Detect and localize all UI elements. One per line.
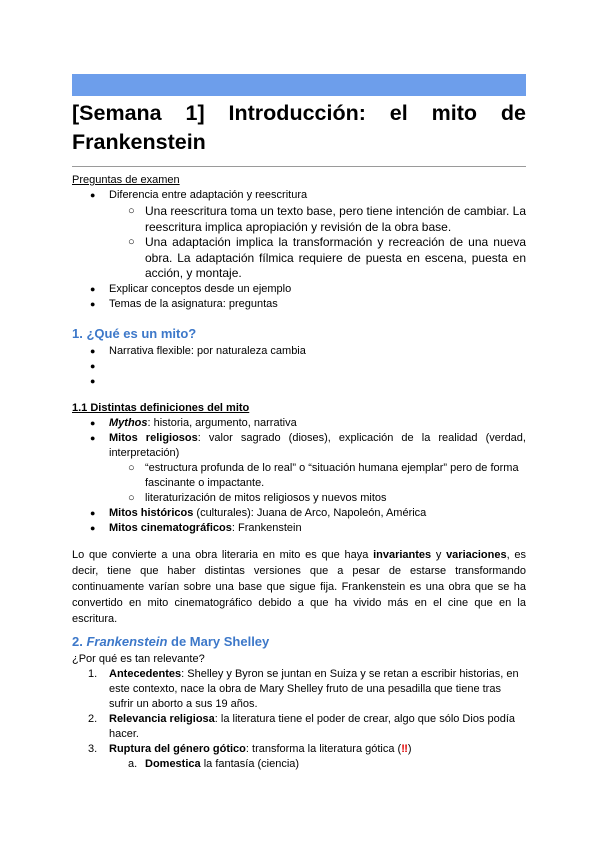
bullet-icon: ●	[90, 508, 96, 518]
hollow-bullet-icon: ○	[128, 492, 135, 504]
list-item-text: “estructura profunda de lo real” o “situación humana ejemplar” pero de forma fascinante o impactante.	[145, 462, 519, 489]
list-item	[72, 521, 526, 536]
bullet-icon: ●	[90, 190, 96, 200]
list-item	[72, 359, 526, 374]
section-2	[72, 634, 526, 772]
list-number: 2.	[88, 713, 98, 725]
list-item	[72, 757, 526, 772]
term-mythos: Mythos	[109, 417, 148, 429]
bullet-icon: ●	[90, 361, 96, 371]
list-item	[72, 204, 526, 235]
list-item-text: : Shelley y Byron se juntan en Suiza y se retan a escribir historias, en este contexto, nace la obra de Mary Shelley fruto de una pesadilla que tiene tras sufrir un aborto a sus 19 años.	[109, 668, 519, 710]
term-invariantes: invariantes	[373, 549, 432, 561]
section-1	[72, 326, 526, 389]
hollow-bullet-icon: ○	[128, 205, 135, 217]
term-historicos: Mitos históricos	[109, 507, 194, 519]
hollow-bullet-icon: ○	[128, 462, 135, 474]
paragraph-text: y	[431, 549, 447, 561]
hollow-bullet-icon: ○	[128, 236, 135, 248]
term-variaciones: variaciones	[446, 549, 507, 561]
term-ruptura: Ruptura del género gótico	[109, 743, 246, 755]
list-item	[72, 491, 526, 506]
list-item-text: Narrativa flexible: por naturaleza cambia	[109, 345, 306, 357]
list-item-text: la fantasía (ciencia)	[200, 758, 300, 770]
myth-paragraph	[72, 547, 526, 627]
list-item	[72, 431, 526, 461]
list-item	[72, 282, 526, 297]
list-number: 1.	[88, 668, 98, 680]
bullet-icon: ●	[90, 523, 96, 533]
list-item	[72, 235, 526, 282]
section-2-question: ¿Por qué es tan relevante?	[72, 653, 205, 665]
list-item-text: Explicar conceptos desde un ejemplo	[109, 282, 292, 295]
term-domestica: Domestica	[145, 758, 201, 770]
term-antecedentes: Antecedentes	[109, 668, 182, 680]
section-1-heading: 1. ¿Qué es un mito?	[72, 326, 197, 341]
page-title: [Semana 1] Introducción: el mito de Frankenstein	[72, 101, 526, 154]
bullet-icon: ●	[90, 376, 96, 386]
list-item-text: Temas de la asignatura: preguntas	[109, 297, 278, 310]
exam-list	[72, 188, 526, 312]
term-relevancia: Relevancia religiosa	[109, 713, 215, 725]
list-item-text: : valor sagrado (dioses), explicación de la realidad (verdad, interpretación)	[109, 432, 526, 459]
bullet-icon: ●	[90, 298, 96, 309]
list-item-text: )	[407, 743, 412, 755]
header-color-bar	[72, 74, 526, 96]
list-item	[72, 374, 526, 389]
bullet-icon: ●	[90, 346, 96, 356]
list-item-text: : historia, argumento, narrativa	[147, 417, 297, 429]
exam-questions-section	[72, 173, 526, 312]
list-item-text: (culturales): Juana de Arco, Napoleón, América	[193, 507, 427, 519]
heading-rest: de Mary Shelley	[167, 634, 270, 649]
bullet-icon: ●	[90, 418, 96, 428]
list-item-text: Una adaptación implica la transformación y recreación de una nueva obra. La adaptación fílmica requiere de puesta en escena, puesta en acción, y montaje.	[145, 235, 526, 280]
term-cinematograficos: Mitos cinematográficos	[109, 522, 232, 534]
title-divider	[72, 166, 526, 167]
list-item	[72, 188, 526, 203]
section-1-1	[72, 401, 526, 536]
section-1-list	[72, 344, 526, 389]
bullet-icon: ●	[90, 433, 96, 443]
list-item	[72, 461, 526, 491]
double-exclamation-icon: ‼	[401, 743, 408, 755]
list-item-text: : la literatura tiene el poder de crear, algo que sólo Dios podía hacer.	[109, 713, 516, 740]
section-2-list	[72, 667, 526, 772]
section-2-heading	[72, 634, 526, 650]
paragraph-text: Lo que convierte a una obra literaria en mito es que haya	[72, 549, 374, 561]
list-number: 3.	[88, 743, 98, 755]
list-letter: a.	[128, 758, 138, 770]
list-item	[72, 667, 526, 712]
section-1-1-heading: 1.1 Distintas definiciones del mito	[72, 402, 250, 414]
list-item	[72, 742, 526, 757]
list-item-text: Una reescritura toma un texto base, pero tiene intención de cambiar. La reescritura implica apropiación y revisión de la obra base.	[145, 204, 526, 234]
list-item	[72, 416, 526, 431]
list-item-text: : Frankenstein	[231, 522, 302, 534]
list-item-text: literaturización de mitos religiosos y nuevos mitos	[145, 492, 387, 504]
section-1-1-list	[72, 416, 526, 536]
paragraph-text: , es decir, tiene que haber distintas versiones que a pesar de estarse transformando continuamente varían sobre una base que sigue fija. Frankenstein es una obra que se ha convertido en mito cinematográfico debido a que ha vivido más en el cine que en la escritura.	[72, 549, 526, 625]
list-item-text: Diferencia entre adaptación y reescritura	[109, 189, 308, 201]
list-item	[72, 297, 526, 312]
list-item-text: : transforma la literatura gótica (	[245, 743, 402, 755]
list-item	[72, 712, 526, 742]
list-item	[72, 344, 526, 359]
exam-heading: Preguntas de examen	[72, 174, 180, 186]
list-item	[72, 506, 526, 521]
heading-italic: Frankenstein	[86, 634, 168, 649]
bullet-icon: ●	[90, 283, 96, 294]
heading-number: 2.	[72, 634, 87, 649]
term-religiosos: Mitos religiosos	[109, 432, 198, 444]
